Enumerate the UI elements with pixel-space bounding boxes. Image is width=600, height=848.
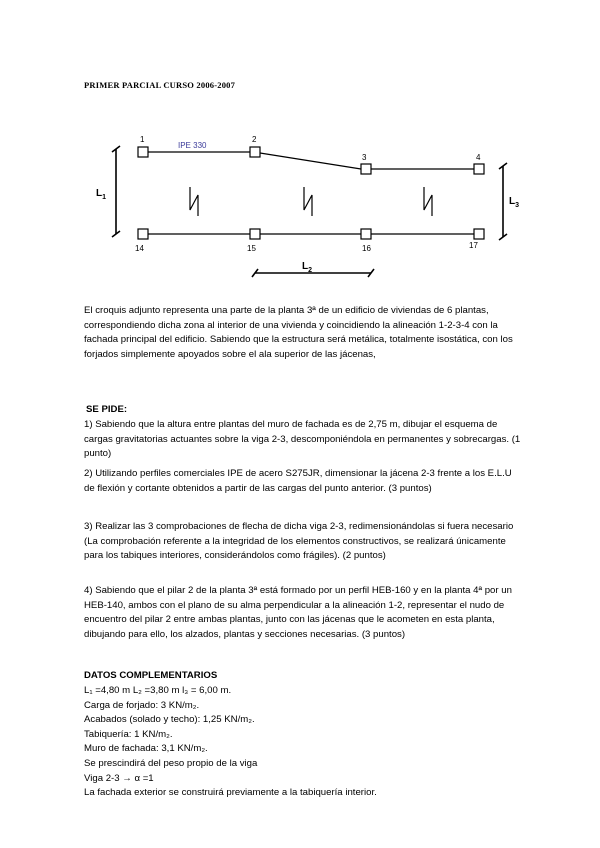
question-2: 2) Utilizando perfiles comerciales IPE de acero S275JR, dimensionar la jácena 2-3 frente a los E.L.U de flexión y cortante obtenidos a partir de las cargas del punto anterior. (3 puntos) bbox=[84, 468, 512, 494]
datos-line: Muro de fachada: 3,1 KN/m₂. bbox=[84, 743, 208, 755]
intro-paragraph: El croquis adjunto representa una parte de la planta 3ª de un edificio de viviendas de 6 plantas, correspondiendo dicha zona al interior de una vivienda y coincidiendo la alineación 1-2-3-4 con la fachada principal del edificio. Sabiendo que la estructura será metálica, totalmente isostática, con los forjados simplemente apoyados sobre el ala superior de las jácenas, bbox=[84, 305, 513, 360]
node-1 bbox=[138, 147, 148, 157]
node-label-15: 15 bbox=[247, 244, 256, 253]
datos-heading: DATOS COMPLEMENTARIOS bbox=[84, 670, 218, 681]
dim-label-l2: $L_2$ bbox=[302, 261, 313, 274]
node-label-1: 1 bbox=[140, 135, 145, 144]
node-label-3: 3 bbox=[362, 153, 367, 162]
node-label-16: 16 bbox=[362, 244, 371, 253]
datos-line: Se prescindirá del peso propio de la viga bbox=[84, 757, 258, 769]
slab-direction-mark bbox=[304, 187, 312, 216]
question-1: 1) Sabiendo que la altura entre plantas del muro de fachada es de 2,75 m, dibujar el esquema de cargas gravitatorias actuantes sobre la viga 2-3, descomponiéndola en permanentes y sobrecargas. (1 punto) bbox=[84, 419, 521, 459]
question-4: 4) Sabiendo que el pilar 2 de la planta 3ª está formado por un perfil HEB-160 y en la planta 4ª por un HEB-140, ambos con el plano de su alma perpendicular a la alineación 1-2, representar el nudo de encuentro del pilar 2 entre ambas plantas, junto con las jácenas que le acometen en esta planta, dibujando para ello, los alzados, plantas y secciones necesarias. (3 puntos) bbox=[84, 585, 512, 640]
datos-line: Acabados (solado y techo): 1,25 KN/m₂. bbox=[84, 714, 255, 726]
beam-2-3 bbox=[260, 153, 361, 169]
structural-sketch bbox=[0, 0, 600, 290]
node-2 bbox=[250, 147, 260, 157]
dim-label-l3: $L_3$ bbox=[509, 196, 520, 209]
node-17 bbox=[474, 229, 484, 239]
datos-line: Viga 2-3 → α =1 bbox=[84, 772, 154, 784]
datos-line: Tabiquería: 1 KN/m₂. bbox=[84, 728, 173, 740]
datos-list bbox=[84, 684, 377, 801]
node-label-14: 14 bbox=[135, 244, 144, 253]
node-label-17: 17 bbox=[469, 241, 478, 250]
node-label-2: 2 bbox=[252, 135, 257, 144]
node-label-4: 4 bbox=[476, 153, 481, 162]
node-15 bbox=[250, 229, 260, 239]
datos-line: L₁ =4,80 m L₂ =3,80 m l₃ = 6,00 m. bbox=[84, 685, 232, 696]
slab-direction-mark bbox=[424, 187, 432, 216]
beam-section-label: IPE 330 bbox=[178, 141, 207, 150]
node-14 bbox=[138, 229, 148, 239]
se-pide-heading: SE PIDE: bbox=[86, 404, 128, 415]
node-3 bbox=[361, 164, 371, 174]
datos-line: Carga de forjado: 3 KN/m₂. bbox=[84, 699, 200, 711]
dim-label-l1: $L_1$ bbox=[96, 188, 107, 201]
datos-line: La fachada exterior se construirá previamente a la tabiquería interior. bbox=[84, 787, 377, 799]
node-16 bbox=[361, 229, 371, 239]
exam-title: PRIMER PARCIAL CURSO 2006-2007 bbox=[84, 80, 236, 90]
node-4 bbox=[474, 164, 484, 174]
question-3: 3) Realizar las 3 comprobaciones de flecha de dicha viga 2-3, redimensionándolas si fuera necesario (La comprobación referente a la integridad de los elementos constructivos, se realizará únicamente para los tabiques interiores, considerándolos como frágiles). (2 puntos) bbox=[84, 521, 514, 561]
slab-direction-mark bbox=[190, 187, 198, 216]
